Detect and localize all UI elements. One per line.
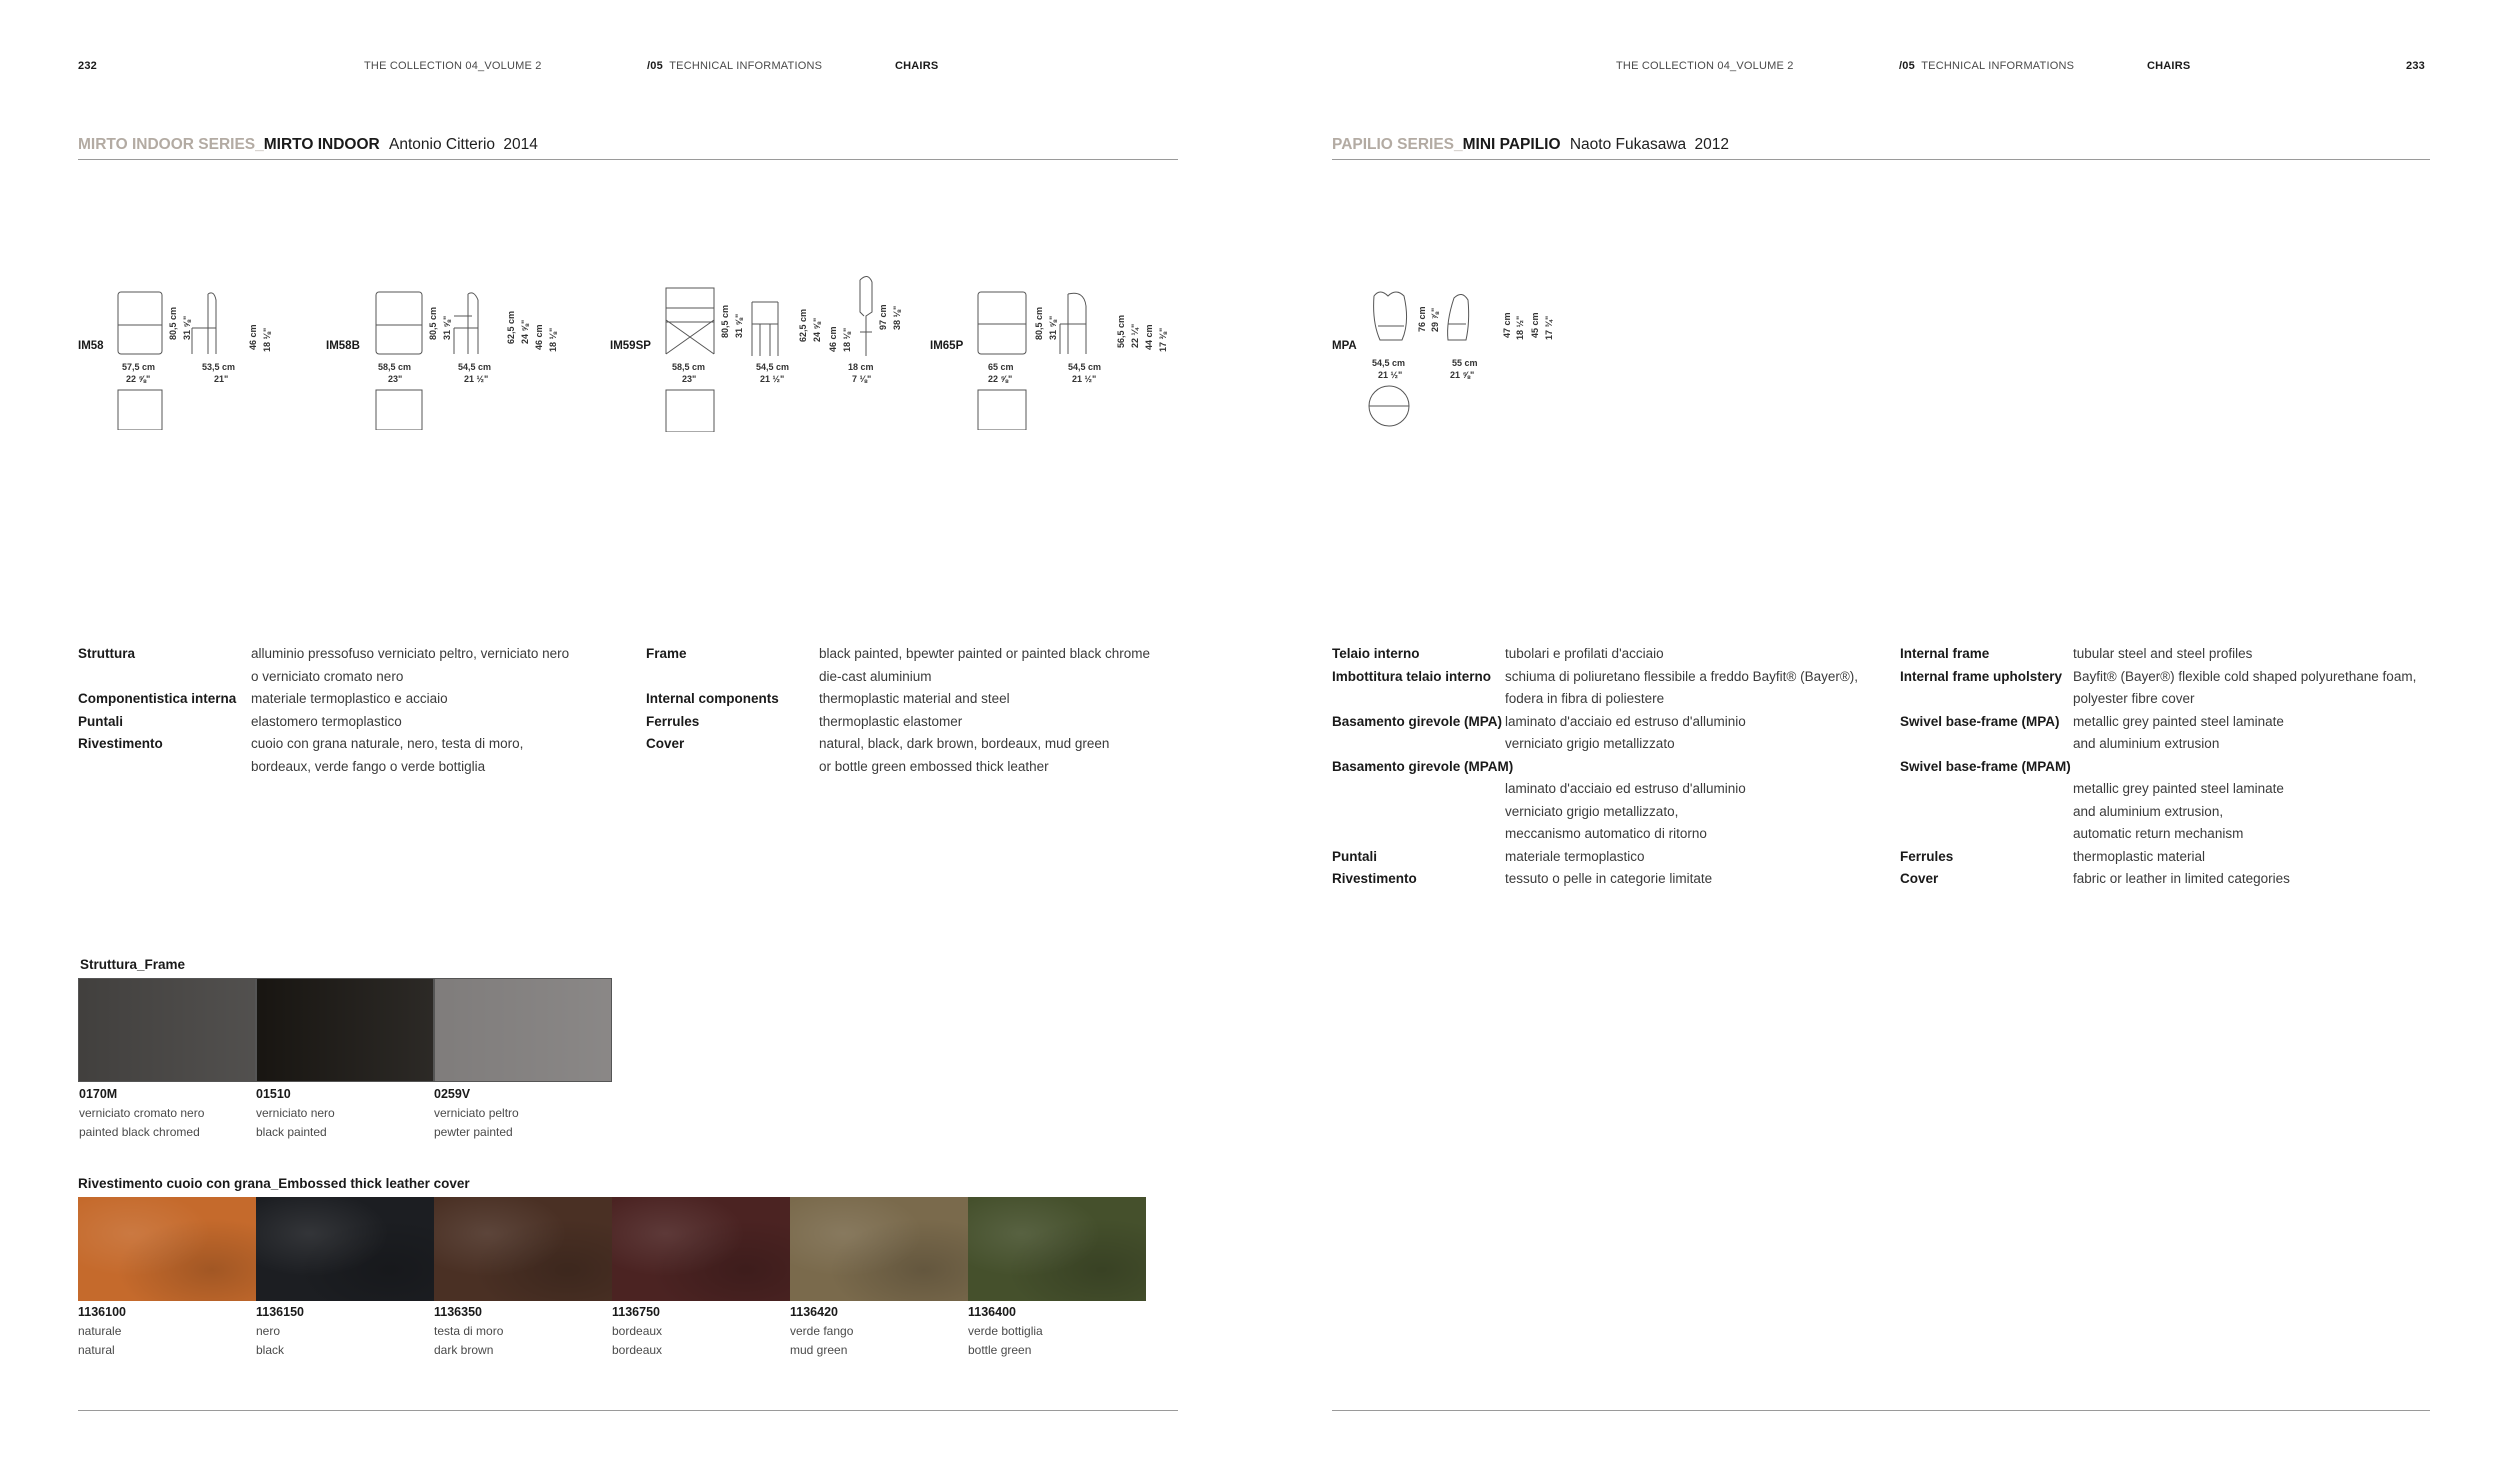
frame-swatch-label <box>256 1085 432 1142</box>
swatch-code: 0170M <box>79 1087 118 1101</box>
spec-value: materiale termoplastico e acciaio <box>251 691 448 706</box>
swatch-code: 0259V <box>434 1087 471 1101</box>
width-im59sp-c-cm: 18 cm <box>848 362 874 372</box>
spec-key: Basamento girevole (MPA) <box>1332 713 1503 729</box>
width-im58-b-in: 21" <box>214 374 229 384</box>
spec-value: materiale termoplastico <box>1505 848 1645 864</box>
spec-value: Bayfit® (Bayer®) flexible cold shaped polyurethane foam, polyester fibre cover <box>2073 668 2417 706</box>
swatch-name-en: black painted <box>256 1125 327 1139</box>
dim-im58b-s-cm: 46 cm <box>534 324 544 350</box>
right-section-name: TECHNICAL INFORMATIONS <box>1921 60 2075 72</box>
left-collection-name: THE COLLECTION 04_VOLUME 2 <box>364 60 542 72</box>
left-designer: Antonio Citterio <box>389 136 496 153</box>
leather-swatch-label <box>78 1303 254 1360</box>
spec-row <box>78 688 598 711</box>
spec-key: Cover <box>1900 871 1939 886</box>
dim-im58-h-cm: 80,5 cm <box>168 306 178 340</box>
spec-row <box>646 711 1186 734</box>
width-mpa-b-cm: 55 cm <box>1452 358 1478 368</box>
leather-swatch[interactable] <box>968 1197 1146 1301</box>
drawing-mpa <box>1366 282 1566 432</box>
left-spec-english <box>646 643 1186 778</box>
spec-row <box>1900 778 2460 846</box>
width-im65p-a-cm: 65 cm <box>988 362 1014 372</box>
right-category: CHAIRS <box>2147 60 2191 72</box>
swatch-name-en: mud green <box>790 1343 848 1357</box>
spec-key: Internal frame <box>1900 646 1990 661</box>
spec-key: Basamento girevole (MPAM) <box>1332 758 1514 774</box>
dim-im59sp-a-cm: 62,5 cm <box>798 308 808 342</box>
model-code-im58b: IM58B <box>326 340 360 352</box>
swatch-name-it: verniciato nero <box>256 1106 335 1120</box>
swatch-name-it: verde fango <box>790 1324 854 1338</box>
swatch-code: 1136150 <box>256 1305 304 1319</box>
swatch-name-it: bordeaux <box>612 1324 663 1338</box>
left-section-name: TECHNICAL INFORMATIONS <box>669 60 823 72</box>
dim-im65p-s-cm: 44 cm <box>1144 324 1154 350</box>
dim-im58-s-in: 18 ⅛" <box>262 327 272 352</box>
right-year: 2012 <box>1694 136 1729 153</box>
left-spec-italian <box>78 643 598 778</box>
dim-im59sp-f-in: 38 ⅛" <box>892 305 902 330</box>
width-im58-a-in: 22 ⅝" <box>126 374 151 384</box>
spec-value: natural, black, dark brown, bordeaux, mud green or bottle green embossed thick leather <box>819 736 1110 774</box>
spec-row <box>1332 666 1892 711</box>
frame-swatch-label <box>79 1085 255 1142</box>
left-section-number: /05 <box>647 60 663 72</box>
swatch-name-en: natural <box>78 1343 115 1357</box>
dim-im58b-a-in: 24 ⅝" <box>520 319 530 344</box>
dim-mpa-h-cm: 76 cm <box>1417 306 1427 332</box>
spec-value: elastomero termoplastico <box>251 713 402 729</box>
leather-swatch[interactable] <box>790 1197 968 1301</box>
dim-im59sp-f-cm: 97 cm <box>878 304 888 330</box>
width-im58b-a-in: 23" <box>388 374 403 384</box>
swatch-name-it: nero <box>256 1324 281 1338</box>
spec-value: metallic grey painted steel laminate and aluminium extrusion, automatic return mechanism <box>2073 781 2284 841</box>
spec-key: Puntali <box>1332 848 1378 864</box>
spec-key: Internal components <box>646 691 779 706</box>
dim-mpa-s-in: 17 ¾" <box>1544 315 1554 340</box>
swatch-code: 01510 <box>256 1087 291 1101</box>
model-code-mpa: MPA <box>1332 340 1357 352</box>
model-code-im59sp: IM59SP <box>610 340 651 352</box>
right-product-title <box>1332 136 1729 154</box>
dim-im58-s-cm: 46 cm <box>248 324 258 350</box>
swatch-name-it: verniciato peltro <box>434 1106 519 1120</box>
dim-im59sp-s-cm: 46 cm <box>828 326 838 352</box>
spec-row <box>1900 756 2460 779</box>
model-code-im65p: IM65P <box>930 340 964 352</box>
swatch-name-en: black <box>256 1343 285 1357</box>
spec-row <box>1332 756 1892 779</box>
spec-value: thermoplastic material and steel <box>819 691 1010 706</box>
spec-value: laminato d'acciaio ed estruso d'alluminio verniciato grigio metallizzato <box>1505 713 1746 751</box>
width-im65p-a-in: 22 ⅝" <box>988 374 1013 384</box>
width-im58b-b-cm: 54,5 cm <box>458 362 492 372</box>
width-mpa-b-in: 21 ⅝" <box>1450 370 1475 380</box>
width-im58b-b-in: 21 ½" <box>464 374 489 384</box>
dim-im58b-a-cm: 62,5 cm <box>506 310 516 344</box>
spec-key: Componentistica interna <box>78 691 237 706</box>
leather-swatch[interactable] <box>612 1197 790 1301</box>
width-im59sp-b-in: 21 ½" <box>760 374 785 384</box>
right-section-number: /05 <box>1899 60 1915 72</box>
width-mpa-a-cm: 54,5 cm <box>1372 358 1406 368</box>
right-collection-name: THE COLLECTION 04_VOLUME 2 <box>1616 60 1794 72</box>
dim-im59sp-h-in: 31 ⅝" <box>734 313 744 338</box>
frame-swatch-label <box>434 1085 610 1142</box>
swatch-name-en: pewter painted <box>434 1125 513 1139</box>
swatch-name-it: naturale <box>78 1324 122 1338</box>
drawing-im58 <box>110 280 280 430</box>
width-im59sp-c-in: 7 ⅛" <box>852 374 872 384</box>
left-section-header <box>647 60 822 72</box>
dim-im59sp-h-cm: 80,5 cm <box>720 304 730 338</box>
width-im59sp-b-cm: 54,5 cm <box>756 362 790 372</box>
swatch-name-it: verde bottiglia <box>968 1324 1043 1338</box>
swatch-name-it: testa di moro <box>434 1324 504 1338</box>
width-mpa-a-in: 21 ½" <box>1378 370 1403 380</box>
width-im65p-b-cm: 54,5 cm <box>1068 362 1102 372</box>
swatch-name-en: bordeaux <box>612 1343 663 1357</box>
right-series-name: PAPILIO SERIES_ <box>1332 136 1463 153</box>
left-model-name: MIRTO INDOOR <box>263 136 380 153</box>
spec-value: black painted, bpewter painted or painted black chrome die-cast aluminium <box>819 646 1150 684</box>
left-year: 2014 <box>503 136 538 153</box>
spec-row <box>646 643 1186 688</box>
spec-row <box>1900 868 2460 891</box>
spec-key: Rivestimento <box>78 736 163 751</box>
dim-im58b-h-cm: 80,5 cm <box>428 306 438 340</box>
spec-row <box>78 733 598 778</box>
spec-row <box>78 711 598 734</box>
spec-row <box>646 688 1186 711</box>
left-footer-rule <box>78 1410 1178 1411</box>
model-code-im58: IM58 <box>78 340 104 352</box>
swatch-code: 1136400 <box>968 1305 1016 1319</box>
spec-row <box>1900 643 2460 666</box>
spec-row <box>1900 666 2460 711</box>
frame-swatch[interactable] <box>78 978 256 1082</box>
spec-value: metallic grey painted steel laminate and aluminium extrusion <box>2073 713 2284 751</box>
leather-swatch-label <box>434 1303 610 1360</box>
spec-value: cuoio con grana naturale, nero, testa di moro, bordeaux, verde fango o verde bottiglia <box>251 736 524 774</box>
right-page-number: 233 <box>2406 60 2425 72</box>
swatch-code: 1136420 <box>790 1305 838 1319</box>
swatch-code: 1136100 <box>78 1305 126 1319</box>
dim-mpa-a-cm: 47 cm <box>1502 312 1512 338</box>
dim-im65p-h-cm: 80,5 cm <box>1034 306 1044 340</box>
width-im59sp-a-in: 23" <box>682 374 697 384</box>
right-spec-italian <box>1332 643 1892 891</box>
right-designer: Naoto Fukasawa <box>1569 136 1687 153</box>
dim-im58b-s-in: 18 ⅛" <box>548 327 558 352</box>
dim-mpa-h-in: 29 ⅞" <box>1430 307 1440 332</box>
width-im58b-a-cm: 58,5 cm <box>378 362 412 372</box>
dim-im65p-s-in: 17 ⅜" <box>1158 327 1168 352</box>
spec-row <box>1332 711 1892 756</box>
swatch-code: 1136350 <box>434 1305 482 1319</box>
frame-swatch[interactable] <box>256 978 434 1082</box>
right-spec-english <box>1900 643 2460 891</box>
right-footer-rule <box>1332 1410 2430 1411</box>
leather-swatch-label <box>256 1303 432 1360</box>
spec-row <box>1332 643 1892 666</box>
frame-swatch[interactable] <box>434 978 612 1082</box>
width-im58-a-cm: 57,5 cm <box>122 362 156 372</box>
left-category: CHAIRS <box>895 60 939 72</box>
spec-key: Ferrules <box>646 713 700 729</box>
width-im59sp-a-cm: 58,5 cm <box>672 362 706 372</box>
spec-value: tessuto o pelle in categorie limitate <box>1505 871 1713 886</box>
swatch-name-en: painted black chromed <box>79 1125 200 1139</box>
dim-im65p-h-in: 31 ⅝" <box>1048 315 1058 340</box>
spec-key: Frame <box>646 646 687 661</box>
spec-row <box>1332 778 1892 846</box>
spec-value: tubular steel and steel profiles <box>2073 646 2253 661</box>
dim-im65p-a-cm: 56,5 cm <box>1116 314 1126 348</box>
swatch-code: 1136750 <box>612 1305 660 1319</box>
width-im65p-b-in: 21 ½" <box>1072 374 1097 384</box>
right-model-name: MINI PAPILIO <box>1462 136 1561 153</box>
leather-swatch-label <box>968 1303 1144 1360</box>
drawing-im58b <box>368 280 608 430</box>
leather-swatch[interactable] <box>434 1197 612 1301</box>
swatch-name-en: bottle green <box>968 1343 1032 1357</box>
leather-swatch-label <box>790 1303 966 1360</box>
spec-value: thermoplastic material <box>2073 848 2206 864</box>
spec-key: Ferrules <box>1900 848 1954 864</box>
drawing-im65p <box>972 280 1192 430</box>
dim-im58b-h-in: 31 ⅝" <box>442 315 452 340</box>
swatch-name-en: dark brown <box>434 1343 494 1357</box>
spec-row <box>78 643 598 688</box>
dim-im59sp-s-in: 18 ⅛" <box>842 327 852 352</box>
left-product-title <box>78 136 538 154</box>
spec-value: fabric or leather in limited categories <box>2073 871 2290 886</box>
spec-row <box>1900 846 2460 869</box>
spec-row <box>646 733 1186 778</box>
right-title-rule <box>1332 159 2430 160</box>
spec-key: Telaio interno <box>1332 646 1420 661</box>
spec-key: Struttura <box>78 646 135 661</box>
spec-key: Internal frame upholstery <box>1900 668 2063 684</box>
spec-row <box>1332 846 1892 869</box>
swatch-name-it: verniciato cromato nero <box>79 1106 205 1120</box>
left-title-rule <box>78 159 1178 160</box>
spec-row <box>1900 711 2460 756</box>
spec-value: thermoplastic elastomer <box>819 713 963 729</box>
spec-key: Swivel base-frame (MPAM) <box>1900 758 2071 774</box>
spec-key: Imbottitura telaio interno <box>1332 668 1492 684</box>
spec-value: laminato d'acciaio ed estruso d'alluminio verniciato grigio metallizzato, meccanismo automatico di ritorno <box>1505 781 1746 841</box>
spec-value: alluminio pressofuso verniciato peltro, verniciato nero o verniciato cromato nero <box>251 646 570 684</box>
spec-value: schiuma di poliuretano flessibile a freddo Bayfit® (Bayer®), fodera in fibra di poliestere <box>1505 668 1859 706</box>
left-series-name: MIRTO INDOOR SERIES_ <box>78 136 264 153</box>
leather-swatch[interactable] <box>256 1197 434 1301</box>
left-page-number: 232 <box>78 60 97 72</box>
spec-key: Cover <box>646 736 685 751</box>
dim-im58-h-in: 31 ⅝" <box>182 315 192 340</box>
spec-key: Rivestimento <box>1332 871 1417 886</box>
dim-mpa-s-cm: 45 cm <box>1530 312 1540 338</box>
dim-mpa-a-in: 18 ½" <box>1515 315 1525 340</box>
leather-swatch-label <box>612 1303 788 1360</box>
spec-value: tubolari e profilati d'acciaio <box>1505 646 1664 661</box>
spec-key: Puntali <box>78 713 124 729</box>
dim-im59sp-a-in: 24 ⅝" <box>812 317 822 342</box>
drawing-im59sp <box>660 272 960 432</box>
width-im58-b-cm: 53,5 cm <box>202 362 236 372</box>
right-section-header <box>1899 60 2074 72</box>
leather-swatches-title: Rivestimento cuoio con grana_Embossed thick leather cover <box>78 1176 470 1191</box>
leather-swatch[interactable] <box>78 1197 256 1301</box>
spec-row <box>1332 868 1892 891</box>
frame-swatches-title: Struttura_Frame <box>80 957 186 972</box>
dim-im65p-a-in: 22 ¼" <box>1130 323 1140 348</box>
spec-key: Swivel base-frame (MPA) <box>1900 713 2060 729</box>
